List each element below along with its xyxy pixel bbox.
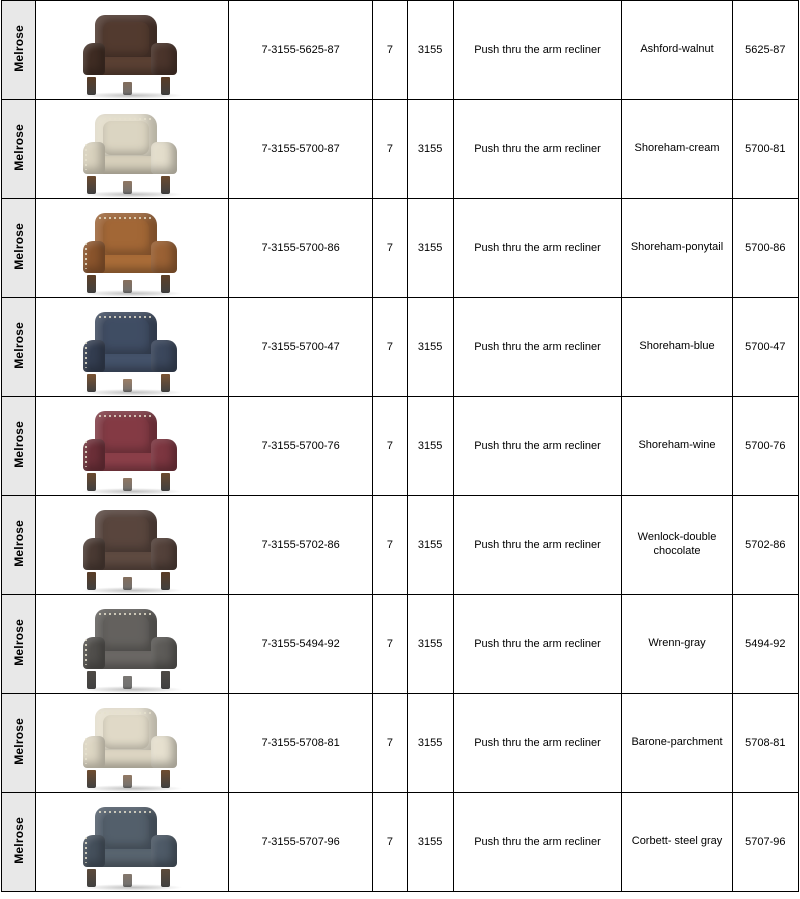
description-value: Push thru the arm recliner: [453, 298, 622, 397]
chair-shadow: [81, 290, 183, 297]
recliner-chair-image: [36, 596, 228, 693]
description-value: Push thru the arm recliner: [453, 100, 622, 199]
cover-name-value: Shoreham-cream: [622, 100, 732, 199]
chair-illustration: [77, 508, 187, 594]
quantity-value: 7: [373, 100, 407, 199]
table-row: [2, 496, 799, 595]
cover-code-value: 5494-92: [732, 595, 798, 694]
quantity-value: 7: [373, 298, 407, 397]
chair-backcushion: [103, 814, 149, 848]
table-row: [2, 793, 799, 892]
recliner-chair-image: [36, 299, 228, 396]
product-image-cell: [36, 298, 229, 397]
product-image-cell: [36, 397, 229, 496]
model-code-value: 3155: [407, 595, 453, 694]
cover-code-value: 5700-76: [732, 397, 798, 496]
chair-backcushion: [103, 517, 149, 551]
quantity-value: 7: [373, 199, 407, 298]
chair-illustration: [77, 112, 187, 198]
chair-armL: [83, 43, 105, 75]
cover-code-value: 5707-96: [732, 793, 798, 892]
description-value: Push thru the arm recliner: [453, 595, 622, 694]
cover-name-value: Corbett- steel gray: [622, 793, 732, 892]
chair-armL: [83, 340, 105, 372]
chair-armR: [151, 835, 177, 867]
cover-code-value: 5700-81: [732, 100, 798, 199]
description-value: Push thru the arm recliner: [453, 496, 622, 595]
chair-illustration: [77, 706, 187, 792]
product-table-body: [2, 1, 799, 892]
sku-value: 7-3155-5700-47: [228, 298, 373, 397]
cover-name-value: Wrenn-gray: [622, 595, 732, 694]
cover-code-value: 5702-86: [732, 496, 798, 595]
chair-backcushion: [103, 220, 149, 254]
cover-name-value: Shoreham-blue: [622, 298, 732, 397]
sku-value: 7-3155-5494-92: [228, 595, 373, 694]
series-cell: [2, 397, 36, 496]
chair-backcushion: [103, 418, 149, 452]
series-cell: [2, 1, 36, 100]
description-value: Push thru the arm recliner: [453, 1, 622, 100]
chair-backcushion: [103, 22, 149, 56]
description-value: Push thru the arm recliner: [453, 199, 622, 298]
sku-value: 7-3155-5702-86: [228, 496, 373, 595]
chair-armL: [83, 835, 105, 867]
table-row: [2, 199, 799, 298]
chair-illustration: [77, 211, 187, 297]
chair-armR: [151, 142, 177, 174]
chair-armL: [83, 637, 105, 669]
chair-shadow: [81, 191, 183, 198]
series-label: Melrose: [11, 25, 26, 72]
chair-shadow: [81, 587, 183, 594]
chair-armR: [151, 340, 177, 372]
product-image-cell: [36, 595, 229, 694]
cover-code-value: 5700-47: [732, 298, 798, 397]
table-row: [2, 298, 799, 397]
sku-value: 7-3155-5708-81: [228, 694, 373, 793]
recliner-chair-image: [36, 695, 228, 792]
series-cell: [2, 793, 36, 892]
cover-name-value: Shoreham-ponytail: [622, 199, 732, 298]
chair-armR: [151, 637, 177, 669]
chair-illustration: [77, 805, 187, 891]
description-value: Push thru the arm recliner: [453, 793, 622, 892]
chair-illustration: [77, 13, 187, 99]
chair-backcushion: [103, 319, 149, 353]
series-cell: [2, 298, 36, 397]
series-cell: [2, 694, 36, 793]
quantity-value: 7: [373, 397, 407, 496]
series-cell: [2, 595, 36, 694]
recliner-chair-image: [36, 2, 228, 99]
model-code-value: 3155: [407, 793, 453, 892]
sku-value: 7-3155-5700-86: [228, 199, 373, 298]
chair-shadow: [81, 389, 183, 396]
chair-armL: [83, 736, 105, 768]
chair-shadow: [81, 488, 183, 495]
table-row: [2, 694, 799, 793]
chair-armR: [151, 439, 177, 471]
series-label: Melrose: [11, 124, 26, 171]
recliner-chair-image: [36, 497, 228, 594]
chair-illustration: [77, 310, 187, 396]
cover-name-value: Wenlock-double chocolate: [622, 496, 732, 595]
chair-armR: [151, 538, 177, 570]
chair-armL: [83, 241, 105, 273]
model-code-value: 3155: [407, 496, 453, 595]
quantity-value: 7: [373, 595, 407, 694]
sku-value: 7-3155-5707-96: [228, 793, 373, 892]
product-image-cell: [36, 793, 229, 892]
table-row: [2, 100, 799, 199]
recliner-chair-image: [36, 101, 228, 198]
chair-armL: [83, 439, 105, 471]
series-cell: [2, 496, 36, 595]
chair-backcushion: [103, 715, 149, 749]
series-cell: [2, 199, 36, 298]
series-label: Melrose: [11, 520, 26, 567]
cover-name-value: Barone-parchment: [622, 694, 732, 793]
chair-shadow: [81, 686, 183, 693]
model-code-value: 3155: [407, 199, 453, 298]
model-code-value: 3155: [407, 397, 453, 496]
quantity-value: 7: [373, 694, 407, 793]
chair-armR: [151, 241, 177, 273]
chair-armL: [83, 538, 105, 570]
sku-value: 7-3155-5700-76: [228, 397, 373, 496]
chair-shadow: [81, 92, 183, 99]
model-code-value: 3155: [407, 100, 453, 199]
recliner-chair-image: [36, 794, 228, 891]
cover-code-value: 5700-86: [732, 199, 798, 298]
series-label: Melrose: [11, 223, 26, 270]
quantity-value: 7: [373, 496, 407, 595]
series-label: Melrose: [11, 619, 26, 666]
table-row: [2, 1, 799, 100]
table-row: [2, 397, 799, 496]
product-image-cell: [36, 1, 229, 100]
chair-shadow: [81, 785, 183, 792]
product-table: [1, 0, 799, 892]
product-image-cell: [36, 100, 229, 199]
chair-armR: [151, 43, 177, 75]
model-code-value: 3155: [407, 1, 453, 100]
chair-shadow: [81, 884, 183, 891]
cover-code-value: 5625-87: [732, 1, 798, 100]
chair-illustration: [77, 607, 187, 693]
cover-name-value: Shoreham-wine: [622, 397, 732, 496]
series-label: Melrose: [11, 817, 26, 864]
model-code-value: 3155: [407, 298, 453, 397]
sku-value: 7-3155-5625-87: [228, 1, 373, 100]
quantity-value: 7: [373, 1, 407, 100]
recliner-chair-image: [36, 200, 228, 297]
product-image-cell: [36, 694, 229, 793]
quantity-value: 7: [373, 793, 407, 892]
chair-backcushion: [103, 616, 149, 650]
series-label: Melrose: [11, 322, 26, 369]
series-cell: [2, 100, 36, 199]
cover-code-value: 5708-81: [732, 694, 798, 793]
description-value: Push thru the arm recliner: [453, 397, 622, 496]
model-code-value: 3155: [407, 694, 453, 793]
series-label: Melrose: [11, 421, 26, 468]
chair-backcushion: [103, 121, 149, 155]
description-value: Push thru the arm recliner: [453, 694, 622, 793]
product-image-cell: [36, 199, 229, 298]
chair-armR: [151, 736, 177, 768]
recliner-chair-image: [36, 398, 228, 495]
chair-armL: [83, 142, 105, 174]
chair-illustration: [77, 409, 187, 495]
sku-value: 7-3155-5700-87: [228, 100, 373, 199]
table-row: [2, 595, 799, 694]
cover-name-value: Ashford-walnut: [622, 1, 732, 100]
product-image-cell: [36, 496, 229, 595]
series-label: Melrose: [11, 718, 26, 765]
